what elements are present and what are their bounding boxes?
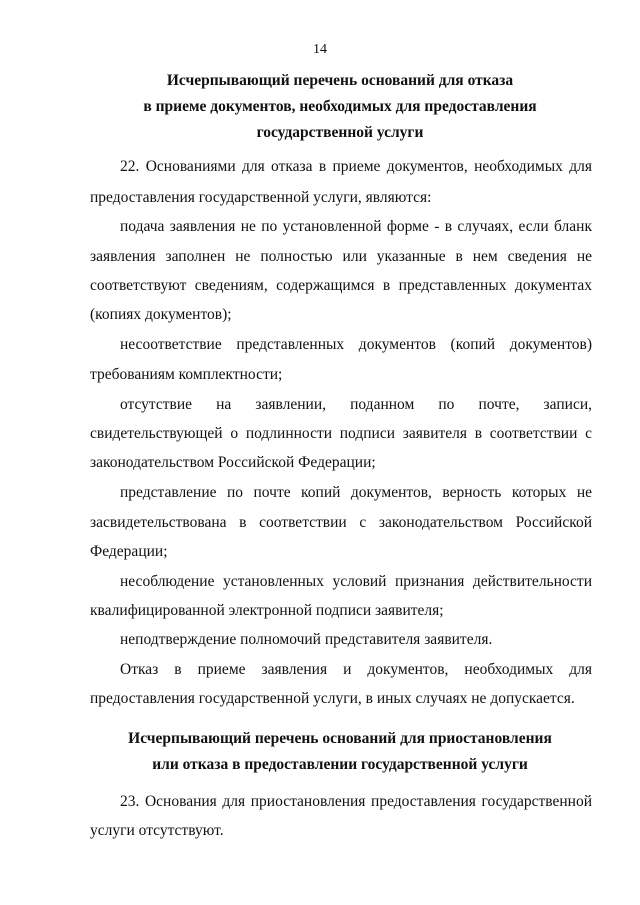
paragraph-22-line: предоставления государственной услуги, являются: <box>90 189 432 206</box>
list-item-line: квалифицированной электронной подписи заявителя; <box>90 602 444 619</box>
heading-line: Исчерпывающий перечень оснований для приостановления <box>128 730 552 747</box>
heading-line: или отказа в предоставлении государственной услуги <box>152 756 528 773</box>
list-item-line: представление по почте копий документов, верность которых не <box>120 484 592 501</box>
heading-line: Исчерпывающий перечень оснований для отказа <box>166 72 514 89</box>
paragraph-22-line: 22. Основаниями для отказа в приеме документов, необходимых для <box>120 158 592 175</box>
section-heading-refusal-reception <box>80 68 600 146</box>
list-item-line: засвидетельствована в соответствии с законодательством Российской <box>90 514 592 531</box>
list-item-line: отсутствие на заявлении, поданном по почте, записи, <box>120 396 592 413</box>
list-item-line: законодательством Российской Федерации; <box>90 454 376 471</box>
list-item-line: требованиям комплектности; <box>90 366 283 383</box>
heading-line: в приеме документов, необходимых для предоставления <box>143 98 537 115</box>
section-heading-suspension <box>80 726 600 778</box>
page-number: 14 <box>313 42 327 57</box>
list-item-line: (копиях документов); <box>90 306 232 323</box>
paragraph-23-line: 23. Основания для приостановления предоставления государственной <box>120 793 592 810</box>
list-item-line: подача заявления не по установленной форме - в случаях, если бланк <box>120 218 592 235</box>
heading-line: государственной услуги <box>256 124 424 141</box>
list-item-line: несоответствие представленных документов (копий документов) <box>120 336 592 353</box>
list-item-line: заявления заполнен не полностью или указанные в нем сведения не <box>90 248 592 265</box>
list-item-line: несоблюдение установленных условий признания действительности <box>120 573 592 590</box>
list-item-line: соответствуют сведениям, содержащимся в представленных документах <box>90 277 592 294</box>
list-item-line: неподтверждение полномочий представителя заявителя. <box>120 631 493 648</box>
paragraph-23-line: услуги отсутствуют. <box>90 822 224 839</box>
list-item-line: свидетельствующей о подлинности подписи заявителя в соответствии с <box>90 425 592 442</box>
list-item-line: Федерации; <box>90 543 168 560</box>
refusal-paragraph-line: предоставления государственной услуги, в иных случаях не допускается. <box>90 690 575 707</box>
refusal-paragraph-line: Отказ в приеме заявления и документов, необходимых для <box>120 661 592 678</box>
